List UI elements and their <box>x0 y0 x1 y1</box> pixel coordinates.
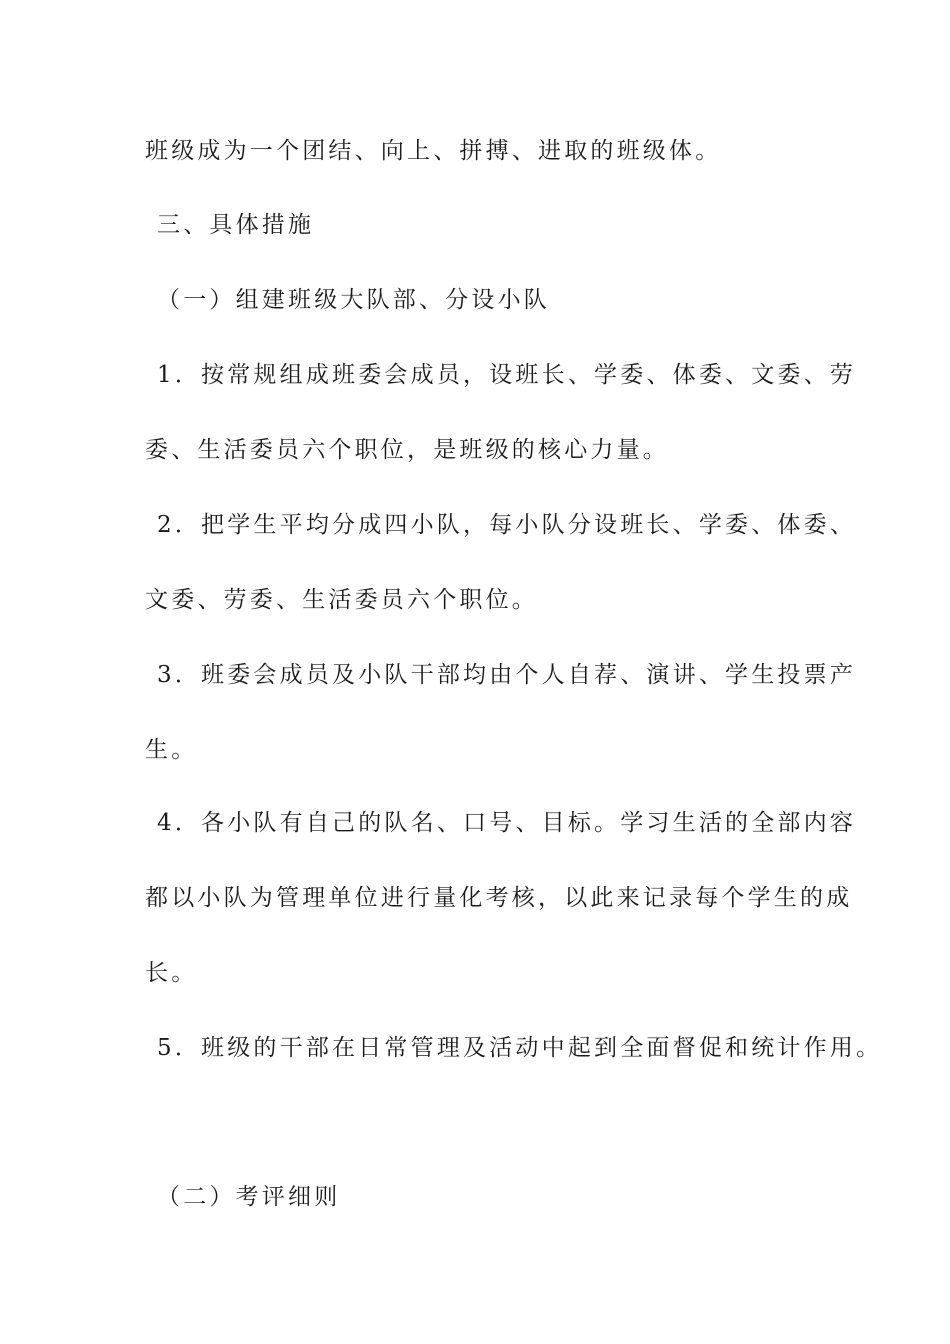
list-item-4-line-2: 都以小队为管理单位进行量化考核，以此来记录每个学生的成 <box>145 885 853 911</box>
list-item-2-line-2: 文委、劳委、生活委员六个职位。 <box>145 587 538 613</box>
list-item-4-line-3: 长。 <box>145 960 198 986</box>
subsection-heading-2: （二）考评细则 <box>157 1184 341 1210</box>
list-item-1-line-1: 1．按常规组成班委会成员，设班长、学委、体委、文委、劳 <box>157 362 857 388</box>
subsection-heading: （一）组建班级大队部、分设小队 <box>157 287 550 313</box>
list-item-2-line-1: 2．把学生平均分成四小队，每小队分设班长、学委、体委、 <box>157 512 857 538</box>
list-item-3-line-2: 生。 <box>145 737 198 763</box>
section-heading: 三、具体措施 <box>157 212 315 238</box>
list-item-5-line-1: 5．班级的干部在日常管理及活动中起到全面督促和统计作用。 <box>157 1035 883 1061</box>
list-item-4-line-1: 4．各小队有自己的队名、口号、目标。学习生活的全部内容 <box>157 810 857 836</box>
paragraph-line: 班级成为一个团结、向上、拼搏、进取的班级体。 <box>145 138 722 164</box>
list-item-1-line-2: 委、生活委员六个职位，是班级的核心力量。 <box>145 437 669 463</box>
list-item-3-line-1: 3．班委会成员及小队干部均由个人自荐、演讲、学生投票产 <box>157 662 857 688</box>
